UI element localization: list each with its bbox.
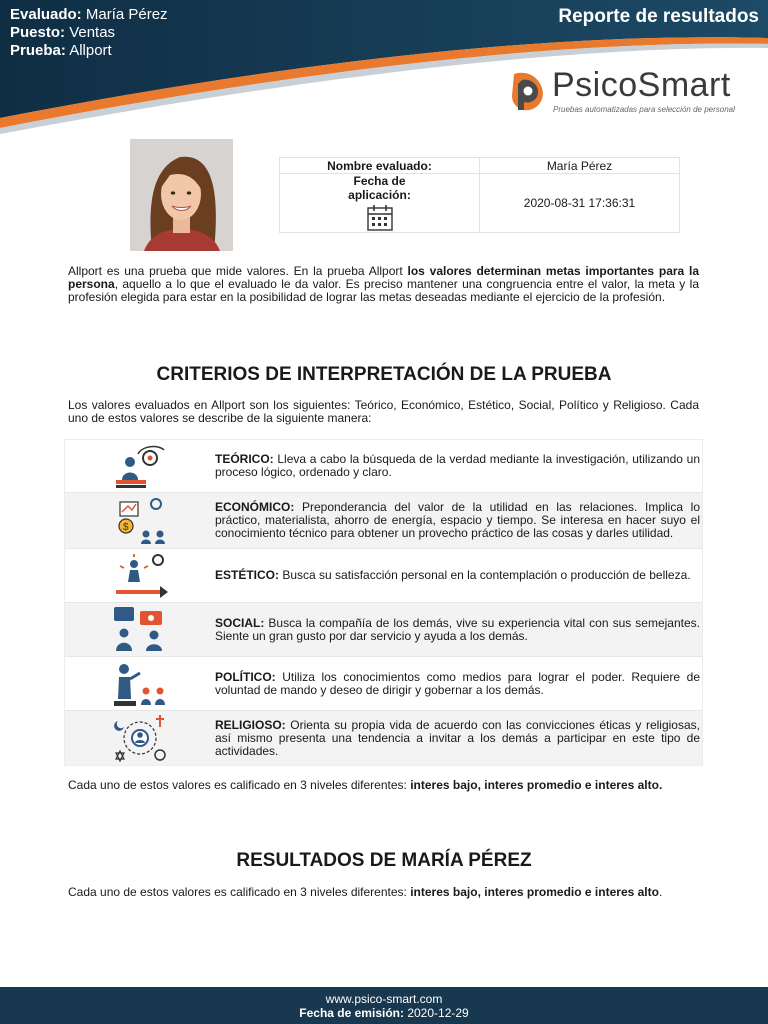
value-description: TEÓRICO: Lleva a cabo la búsqueda de la verdad mediante la investigación, utilizando un proceso lógico, ordenado y claro. [215, 452, 700, 479]
logo-tagline: Pruebas automatizadas para selección de personal [553, 105, 735, 114]
emission-date: 2020-12-29 [407, 1006, 469, 1020]
evaluado-label: Evaluado: [10, 6, 82, 23]
criteria-title: CRITERIOS DE INTERPRETACIÓN DE LA PRUEBA [156, 364, 612, 385]
evaluee-summary [10, 6, 168, 60]
logo-wordmark: PsicoSmart [552, 66, 731, 104]
value-row-politico [65, 657, 702, 711]
value-description: SOCIAL: Busca la compañía de los demás, vive su experiencia vital con sus semejantes. Siente un gran gusto por dar servicio y ayuda a los demás. [215, 615, 700, 643]
date-label-cell [280, 174, 480, 233]
date-value: 2020-08-31 17:36:31 [480, 174, 680, 233]
value-row-economico [65, 493, 702, 549]
evaluado-value: María Pérez [85, 6, 168, 23]
report-title: Reporte de resultados [558, 6, 759, 27]
name-label: Nombre evaluado: [280, 158, 480, 174]
intro-paragraph: Allport es una prueba que mide valores. En la prueba Allport los valores determinan metas importantes para la persona, aquello a lo que el evaluado le da valor. Es preciso mantener una congruencia entre el valor, la meta y la profesión elegida para estar en la posibilidad de lograr las metas deseadas mediante el ejercicio de la profesión. [68, 264, 700, 304]
person-photo-icon [130, 139, 233, 251]
value-description: RELIGIOSO: Orienta su propia vida de acuerdo con las convicciones éticas y religiosas, así mismo presenta una tendencia a invitar a los demás a participar en este tipo de actividades. [215, 717, 700, 758]
prueba-label: Prueba: [10, 42, 66, 59]
leader-icon [110, 659, 170, 709]
puesto-value: Ventas [69, 24, 116, 41]
psicosmart-logo [508, 66, 758, 116]
religion-icon [110, 713, 170, 763]
value-row-religioso [65, 711, 702, 765]
date-label-line1: Fecha de [353, 174, 406, 188]
emission-label: Fecha de emisión: [299, 1006, 404, 1020]
value-description: POLÍTICO: Utiliza los conocimientos como medios para lograr el poder. Requiere de voluntad de mando y deseo de dirigir y gobernar a los demás. [215, 669, 700, 697]
values-table [64, 439, 703, 766]
levels-paragraph: Cada uno de estos valores es calificado en 3 niveles diferentes: interes bajo, interes promedio e interes alto. [68, 778, 663, 792]
puesto-label: Puesto: [10, 24, 66, 41]
social-icon [110, 605, 170, 655]
date-label-line2: aplicación: [348, 188, 411, 202]
value-row-social [65, 603, 702, 657]
svg-text:$: $ [123, 521, 129, 533]
value-description: ESTÉTICO: Busca su satisfacción personal en la contemplación o producción de belleza. [215, 568, 691, 582]
researcher-icon [110, 442, 170, 490]
report-header [0, 0, 768, 140]
results-levels-paragraph: Cada uno de estos valores es calificado en 3 niveles diferentes: interes bajo, interes promedio e interes alto. [68, 885, 663, 899]
logo-mark-icon [508, 70, 550, 114]
table-row [280, 174, 680, 233]
value-description: ECONÓMICO: Preponderancia del valor de la utilidad en las relaciones. Implica lo práctico, materialista, ahorro de energía, espacio y tiempo. Se interesa en hacer suyo el conocimiento técnico para obtener un provecho práctico de las cosas y darles utilidad. [215, 500, 700, 540]
value-row-teorico [65, 440, 702, 493]
aesthetic-icon [110, 552, 170, 600]
money-icon [110, 496, 170, 546]
report-footer [0, 987, 768, 1024]
results-title: RESULTADOS DE MARÍA PÉREZ [236, 850, 532, 871]
prueba-value: Allport [69, 42, 112, 59]
calendar-icon [366, 204, 394, 232]
name-value: María Pérez [480, 158, 680, 174]
value-row-estetico [65, 549, 702, 603]
evaluation-info-table [279, 157, 680, 233]
evaluee-photo [130, 139, 233, 251]
footer-url: www.psico-smart.com [325, 992, 443, 1006]
criteria-intro: Los valores evaluados en Allport son los siguientes: Teórico, Económico, Estético, Social, Político y Religioso. Cada uno de estos valores se describe de la siguiente manera: [68, 398, 699, 425]
table-row [280, 158, 680, 174]
